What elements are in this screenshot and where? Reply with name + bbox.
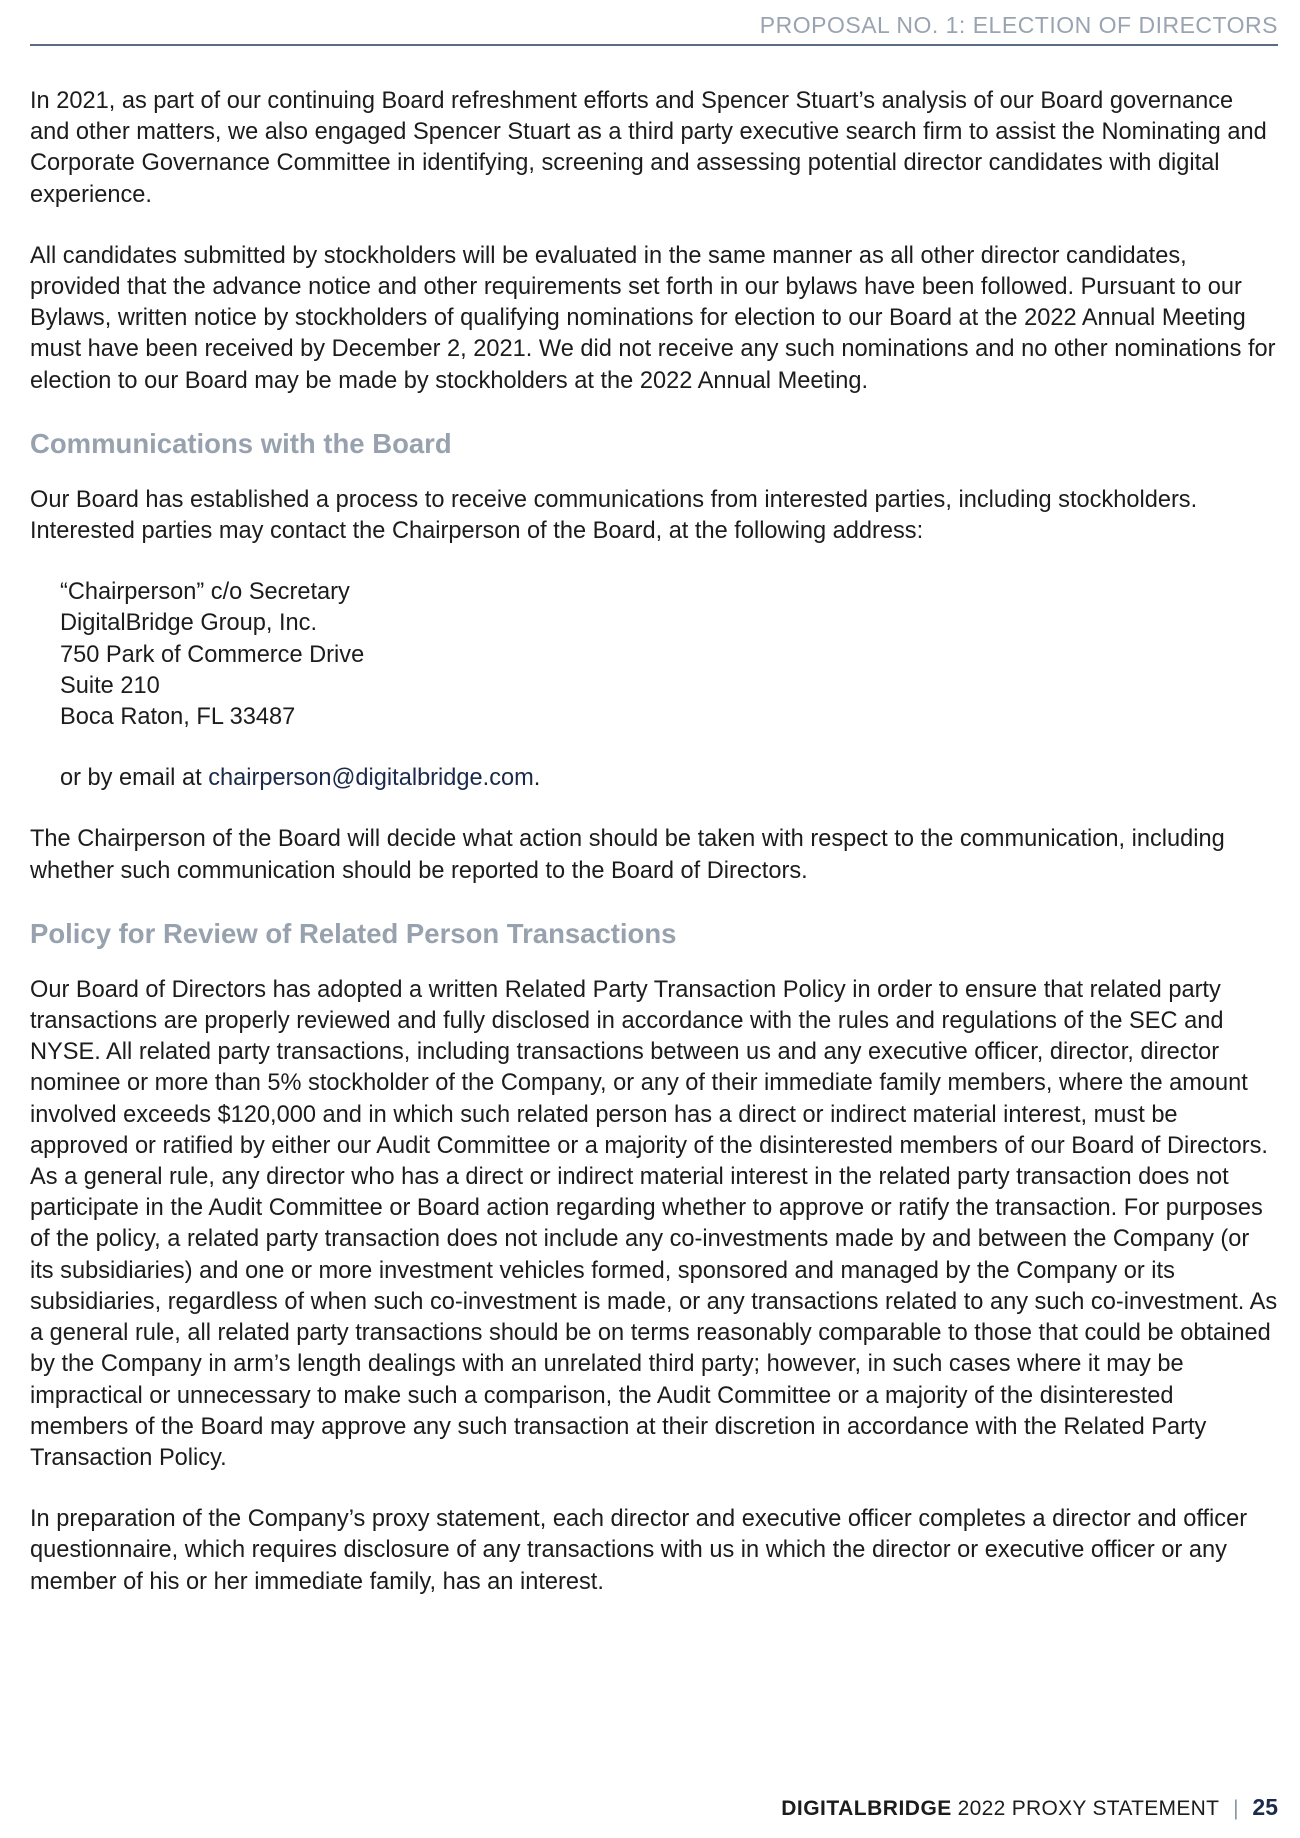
address-line: “Chairperson” c/o Secretary [60,579,350,606]
footer-separator: | [1233,1797,1239,1820]
paragraph-chairperson-decision: The Chairperson of the Board will decide what action should be taken with respect to the communication, including whether such communication should be reported to the Board of Directors. [30,826,1225,884]
heading-related-person-policy: Policy for Review of Related Person Transactions [30,917,677,949]
document-page [30,0,1278,1838]
footer-doc-title: 2022 PROXY STATEMENT [957,1797,1220,1820]
page-footer [781,1794,1278,1828]
address-line: Suite 210 [60,672,160,699]
email-prefix: or by email at [60,765,209,792]
paragraph-questionnaire: In preparation of the Company’s proxy statement, each director and executive officer completes a director and officer questionnaire, which requires disclosure of any transactions with us in which the director or executive officer or any member of his or her immediate family, has an interest. [30,1506,1248,1595]
section-title: PROPOSAL NO. 1: ELECTION OF DIRECTORS [759,12,1278,38]
paragraph-board-refreshment: In 2021, as part of our continuing Board refreshment efforts and Spencer Stuart’s analysis of our Board governance and other matters, we also engaged Spencer Stuart as a third party executive search firm to assist the Nominating and Corporate Governance Committee in identifying, screening and assessing potential director candidates with digital experience. [30,88,1267,208]
mailing-address [60,577,1278,733]
paragraph-related-party-policy: Our Board of Directors has adopted a written Related Party Transaction Policy in order to ensure that related party transactions are properly reviewed and fully disclosed in accordance with the rules and regulations of the SEC and NYSE. All related party transactions, including transactions between us and any executive officer, director, director nominee or more than 5% stockholder of the Company, or any of their immediate family members, where the amount involved exceeds $120,000 and in which such related person has a direct or indirect material interest, must be approved or ratified by either our Audit Committee or a majority of the disinterested members of our Board of Directors. As a general rule, any director who has a direct or indirect material interest in the related party transaction does not participate in the Audit Committee or Board action regarding whether to approve or ratify the transaction. For purposes of the policy, a related party transaction does not include any co-investments made by and between the Company (or its subsidiaries) and one or more investment vehicles formed, sponsored and managed by the Company or its subsidiaries, regardless of when such co-investment is made, or any transactions related to any such co-investment. As a general rule, all related party transactions should be on terms reasonably comparable to those that could be obtained by the Company in arm’s length dealings with an unrelated third party; however, in such cases where it may be impractical or unnecessary to make such a comparison, the Audit Committee or a majority of the disinterested members of the Board may approve any such transaction at their discretion in accordance with the Related Party Transaction Policy. [30,976,1278,1471]
heading-communications: Communications with the Board [30,427,452,459]
footer-brand: DIGITALBRIDGE [781,1797,952,1820]
page-number: 25 [1252,1794,1278,1820]
running-header [30,8,1278,46]
email-link[interactable]: chairperson@digitalbridge.com [208,765,534,792]
address-line: DigitalBridge Group, Inc. [60,610,318,637]
address-line: 750 Park of Commerce Drive [60,641,365,668]
paragraph-stockholder-nominations: All candidates submitted by stockholders will be evaluated in the same manner as all other director candidates, provided that the advance notice and other requirements set forth in our bylaws have been followed. Pursuant to our Bylaws, written notice by stockholders of qualifying nominations for election to our Board at the 2022 Annual Meeting must have been received by December 2, 2021. We did not receive any such nominations and no other nominations for election to our Board may be made by stockholders at the 2022 Annual Meeting. [30,242,1276,394]
email-suffix: . [533,765,541,792]
page-body [30,86,1278,1628]
address-line: Boca Raton, FL 33487 [60,704,296,731]
email-line [60,763,1278,794]
paragraph-communications-process: Our Board has established a process to receive communications from interested parties, including stockholders. Interested parties may contact the Chairperson of the Board, at the following address: [30,486,1198,545]
